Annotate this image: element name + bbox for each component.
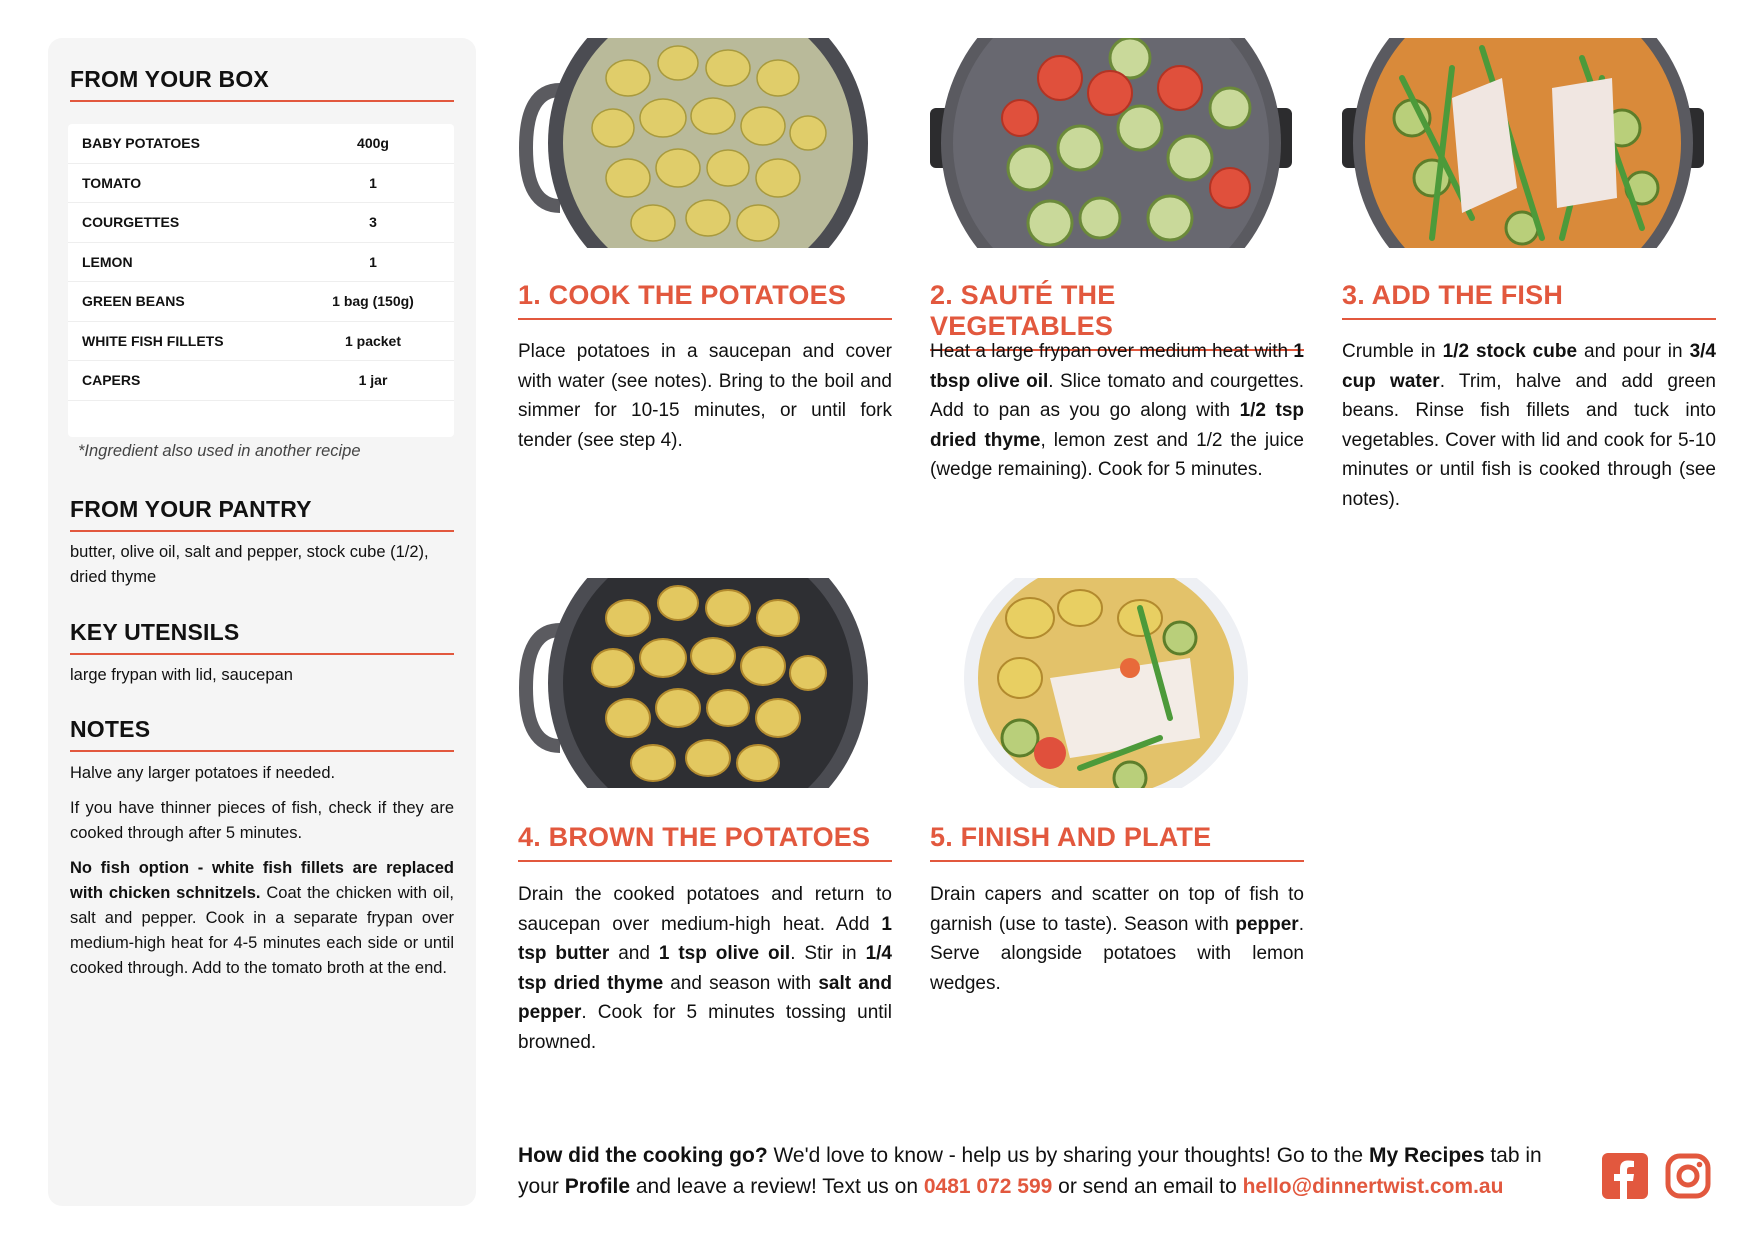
step-4-text: and season with bbox=[663, 972, 819, 994]
step-5-body bbox=[930, 880, 1304, 998]
pantry-text: butter, olive oil, salt and pepper, stock cube (1/2), dried thyme bbox=[70, 543, 429, 586]
table-row bbox=[68, 361, 454, 401]
step-1-body bbox=[518, 337, 892, 455]
pantry-title: FROM YOUR PANTRY bbox=[70, 496, 454, 532]
note-3 bbox=[70, 856, 454, 981]
step-3-text: Crumble in bbox=[1342, 341, 1443, 362]
step-1-photo bbox=[518, 38, 880, 248]
my-recipes-link[interactable]: My Recipes bbox=[1368, 1144, 1485, 1167]
table-row bbox=[68, 243, 454, 283]
step-3-title: 3. ADD THE FISH bbox=[1342, 280, 1716, 320]
utensils-text: large frypan with lid, saucepan bbox=[70, 666, 293, 684]
footer-text: or send an email to bbox=[1052, 1175, 1243, 1198]
ingredient-qty: 1 bbox=[369, 174, 377, 191]
ingredient-name: TOMATO bbox=[82, 174, 142, 191]
step-2-bold: 1/2 tsp dried thyme bbox=[930, 400, 1304, 451]
notes-body bbox=[70, 761, 454, 991]
phone-link[interactable]: 0481 072 599 bbox=[923, 1175, 1053, 1198]
email-link[interactable]: hello@dinnertwist.com.au bbox=[1242, 1175, 1504, 1198]
footer-message bbox=[518, 1140, 1578, 1202]
step-4-bold: 1 tsp butter bbox=[518, 913, 892, 964]
ingredient-name: LEMON bbox=[82, 253, 133, 270]
ingredients-table bbox=[68, 124, 454, 437]
step-4-body bbox=[518, 880, 892, 1057]
ingredient-qty: 1 jar bbox=[358, 372, 388, 389]
table-row bbox=[68, 124, 454, 164]
step-2-title: 2. SAUTÉ THE VEGETABLES bbox=[930, 280, 1304, 351]
ingredient-qty: 3 bbox=[369, 214, 377, 231]
table-row bbox=[68, 203, 454, 243]
step-4-bold: 1 tsp olive oil bbox=[658, 943, 791, 964]
step-2-photo bbox=[930, 38, 1292, 248]
step-2-text: . Slice tomato and courgettes. Add to pan as you go along with bbox=[930, 370, 1304, 421]
step-3-bold: 3/4 cup water bbox=[1342, 341, 1716, 392]
step-5-text: . Serve alongside potatoes with lemon wedges. bbox=[930, 913, 1304, 994]
ingredient-qty: 1 bag (150g) bbox=[332, 293, 414, 310]
footer-text: and leave a review! Text us on bbox=[630, 1175, 924, 1198]
note-2: If you have thinner pieces of fish, check if they are cooked through after 5 minutes. bbox=[70, 799, 454, 842]
step-3-text: . Trim, halve and add green beans. Rinse fish fillets and tuck into vegetables. Cover with lid and cook for 5-10 minutes or until fish is cooked through (see notes). bbox=[1342, 370, 1716, 510]
step-2-bold: 1 tbsp olive oil bbox=[930, 341, 1304, 392]
table-row-empty bbox=[68, 401, 454, 437]
step-4-bold: salt and pepper bbox=[518, 972, 892, 1023]
footer-text: tab in your bbox=[518, 1144, 1542, 1198]
footnote: *Ingredient also used in another recipe bbox=[78, 442, 361, 460]
table-row bbox=[68, 164, 454, 204]
facebook-icon[interactable] bbox=[1602, 1153, 1648, 1199]
ingredient-name: WHITE FISH FILLETS bbox=[82, 332, 224, 349]
step-5-bold: pepper bbox=[1235, 913, 1299, 935]
profile-link[interactable]: Profile bbox=[564, 1175, 631, 1198]
step-3-text: and pour in bbox=[1577, 341, 1690, 362]
ingredient-name: BABY POTATOES bbox=[82, 135, 200, 152]
step-1-title: 1. COOK THE POTATOES bbox=[518, 280, 892, 320]
note-1: Halve any larger potatoes if needed. bbox=[70, 764, 336, 782]
ingredient-name: CAPERS bbox=[82, 372, 141, 389]
box-title: FROM YOUR BOX bbox=[70, 66, 454, 102]
step-4-text: . Cook for 5 minutes tossing until browned. bbox=[518, 1002, 892, 1053]
step-5-photo bbox=[930, 578, 1292, 788]
step-3-photo bbox=[1342, 38, 1704, 248]
ingredient-name: COURGETTES bbox=[82, 214, 180, 231]
sidebar bbox=[48, 38, 476, 1206]
step-4-title: 4. BROWN THE POTATOES bbox=[518, 822, 892, 862]
table-row bbox=[68, 282, 454, 322]
table-row bbox=[68, 322, 454, 362]
step-2-text: Heat a large frypan over medium heat with bbox=[930, 341, 1294, 362]
step-4-text: Drain the cooked potatoes and return to saucepan over medium-high heat. Add bbox=[518, 884, 892, 935]
step-3-body bbox=[1342, 337, 1716, 514]
step-5-text: Drain capers and scatter on top of fish to garnish (use to taste). Season with bbox=[930, 884, 1304, 935]
step-3-bold: 1/2 stock cube bbox=[1442, 341, 1578, 362]
step-5-title: 5. FINISH AND PLATE bbox=[930, 822, 1304, 862]
step-4-photo bbox=[518, 578, 880, 788]
instagram-icon[interactable] bbox=[1665, 1153, 1711, 1199]
footer-text: We'd love to know - help us by sharing your thoughts! Go to the bbox=[767, 1144, 1369, 1167]
step-4-text: and bbox=[609, 943, 659, 964]
ingredient-qty: 1 bbox=[369, 253, 377, 270]
footer-question: How did the cooking go? bbox=[518, 1144, 768, 1167]
note-3-bold: No fish option - white fish fillets are replaced with chicken schnitzels. bbox=[70, 859, 454, 902]
ingredient-qty: 400g bbox=[357, 135, 389, 152]
step-2-text: , lemon zest and 1/2 the juice (wedge remaining). Cook for 5 minutes. bbox=[930, 429, 1304, 480]
utensils-title: KEY UTENSILS bbox=[70, 619, 454, 655]
note-3-text: Coat the chicken with oil, salt and pepper. Cook in a separate frypan over medium-high heat for 4-5 minutes each side or until cooked through. Add to the tomato broth at the end. bbox=[70, 884, 454, 977]
step-4-bold: 1/4 tsp dried thyme bbox=[518, 943, 892, 994]
notes-title: NOTES bbox=[70, 716, 454, 752]
step-4-text: . Stir in bbox=[790, 943, 866, 964]
step-2-body bbox=[930, 337, 1304, 485]
ingredient-qty: 1 packet bbox=[344, 332, 402, 349]
ingredient-name: GREEN BEANS bbox=[82, 293, 185, 310]
step-1-text: Place potatoes in a saucepan and cover with water (see notes). Bring to the boil and simmer for 10-15 minutes, or until fork tender (see step 4). bbox=[518, 341, 892, 451]
